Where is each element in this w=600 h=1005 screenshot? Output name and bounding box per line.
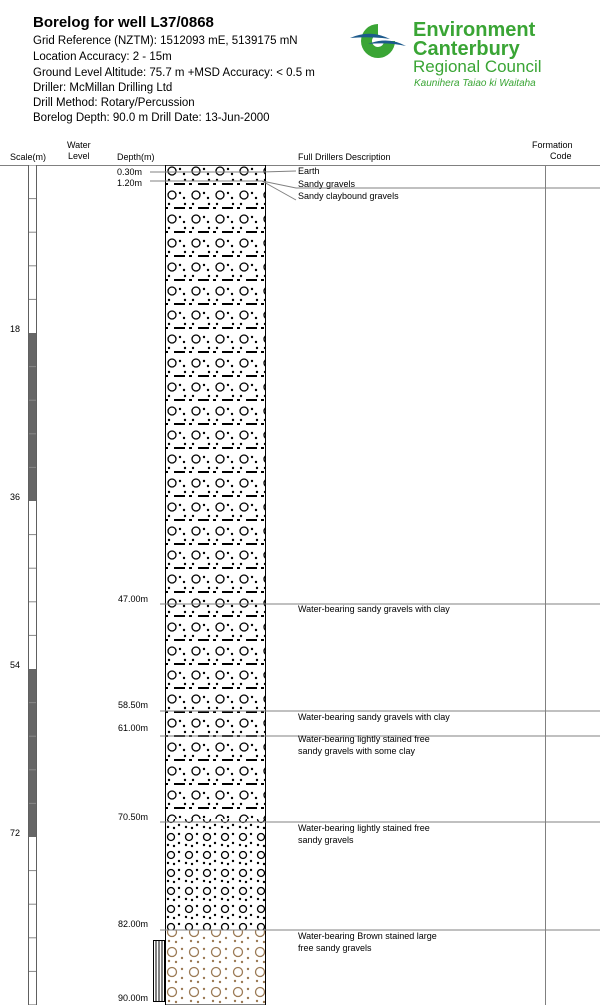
layer-description: Water-bearing sandy gravels with clay <box>298 712 450 722</box>
scale-header: Scale(m) <box>10 152 47 162</box>
council-emblem-icon <box>348 20 408 62</box>
layer-description <box>298 733 430 757</box>
layer-description: Earth <box>298 166 320 176</box>
location-accuracy: Location Accuracy: 2 - 15m <box>33 51 172 63</box>
layer-description: Sandy gravels <box>298 179 356 189</box>
driller: Driller: McMillan Drilling Ltd <box>33 82 173 94</box>
logo-line-3: Regional Council <box>413 57 542 76</box>
borelog-depth-date: Borelog Depth: 90.0 m Drill Date: 13-Jun-2000 <box>33 112 270 124</box>
layer-description-line: Water-bearing Brown stained large <box>298 931 437 941</box>
formation-header-line1: Formation <box>532 140 573 150</box>
water-level-header-line2: Level <box>68 151 90 161</box>
borelog-title: Borelog for well L37/0868 <box>33 14 214 31</box>
water-level-header-line1: Water <box>67 140 91 150</box>
ground-level-altitude: Ground Level Altitude: 75.7 m +MSD Accuracy: < 0.5 m <box>33 67 315 79</box>
depth-label: 58.50m <box>117 700 148 710</box>
depth-label: 90.00m <box>117 993 148 1003</box>
layer-description: Water-bearing sandy gravels with clay <box>298 604 450 614</box>
layer-description-line: free sandy gravels <box>298 943 372 953</box>
grid-reference: Grid Reference (NZTM): 1512093 mE, 5139175 mN <box>33 35 298 47</box>
scale-tick-18: 18 <box>10 324 21 334</box>
depth-label: 70.50m <box>117 812 148 822</box>
drill-method: Drill Method: Rotary/Percussion <box>33 97 195 109</box>
depth-label: 1.20m <box>116 178 142 188</box>
depth-header: Depth(m) <box>117 152 155 162</box>
environment-canterbury-logo <box>348 18 598 90</box>
depth-label: 0.30m <box>116 167 142 177</box>
layer-description-line: sandy gravels with some clay <box>298 746 416 756</box>
scale-tick-72: 72 <box>10 828 21 838</box>
scale-tick-36: 36 <box>10 492 21 502</box>
scale-tick-54: 54 <box>10 660 21 670</box>
logo-line-1: Environment <box>413 19 536 41</box>
logo-line-2: Canterbury <box>413 38 520 60</box>
depth-label: 47.00m <box>117 594 148 604</box>
layer-description-line: Water-bearing lightly stained free <box>298 734 430 744</box>
logo-line-4: Kaunihera Taiao ki Waitaha <box>414 78 536 89</box>
layer-boundaries <box>0 160 600 1005</box>
layer-description-line: Water-bearing lightly stained free <box>298 823 430 833</box>
formation-header-line2: Code <box>550 151 572 161</box>
depth-label: 61.00m <box>117 723 148 733</box>
layer-description <box>298 822 430 846</box>
layer-description: Sandy claybound gravels <box>298 191 399 201</box>
depth-label: 82.00m <box>117 919 148 929</box>
layer-description-line: sandy gravels <box>298 835 354 845</box>
description-header: Full Drillers Description <box>298 152 391 162</box>
layer-description <box>298 930 437 954</box>
